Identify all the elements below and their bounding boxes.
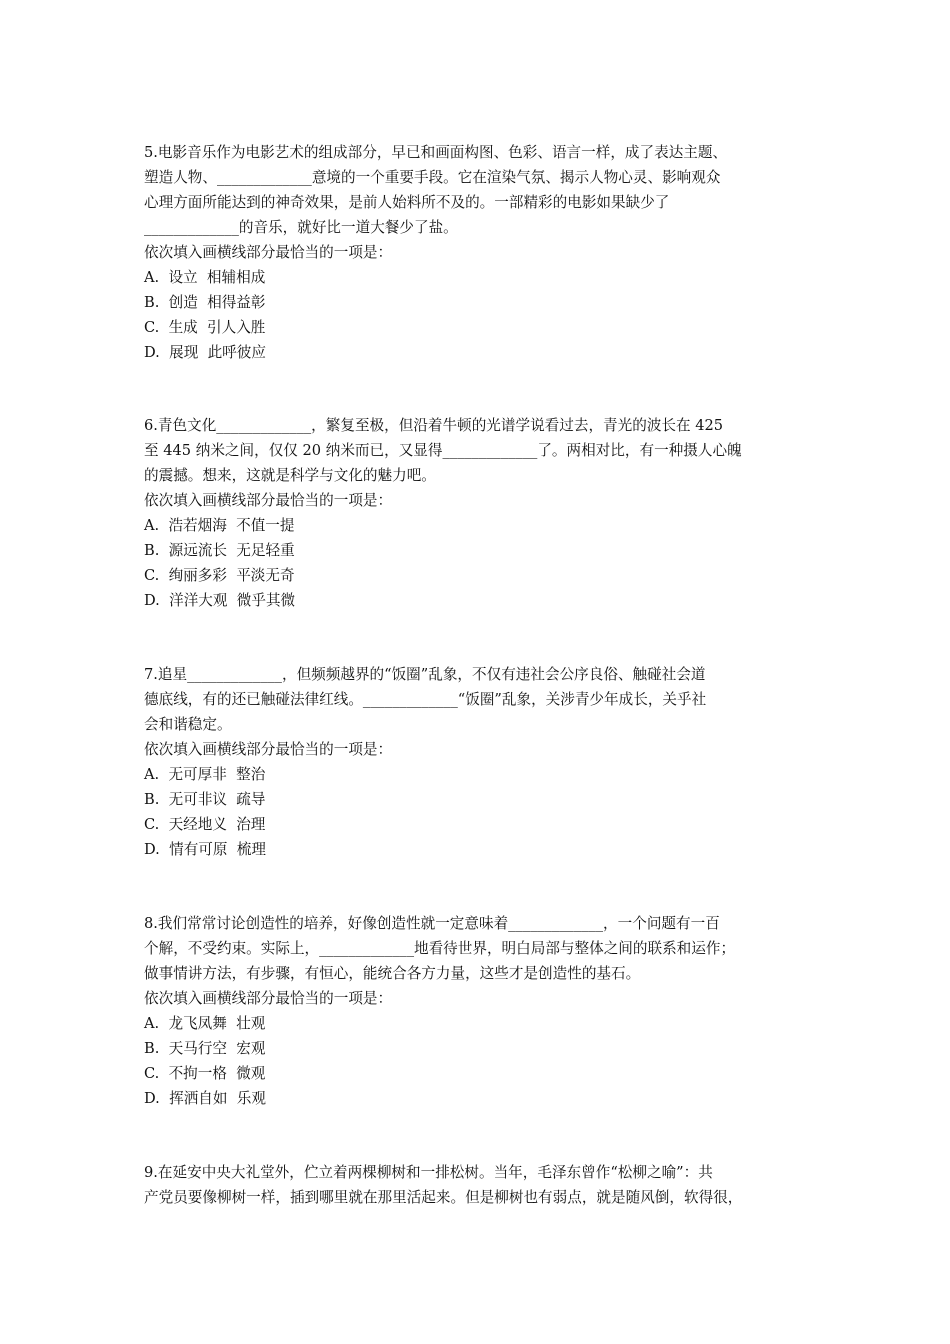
question-8-option-c: C. 不拘一格 微观 — [144, 1065, 266, 1082]
question-5-line: 5.电影音乐作为电影艺术的组成部分，早已和画面构图、色彩、语言一样，成了表达主题、 — [144, 144, 728, 161]
question-9 — [144, 1160, 812, 1210]
question-5-line: 塑造人物、_____________意境的一个重要手段。它在渲染气氛、揭示人物心灵、影响观众 — [144, 169, 721, 186]
question-6-option-c: C. 绚丽多彩 平淡无奇 — [144, 567, 295, 584]
question-5-option-d: D. 展现 此呼彼应 — [144, 344, 266, 361]
question-7-option-c: C. 天经地义 治理 — [144, 816, 266, 833]
question-7-line: 德底线，有的还已触碰法律红线。_____________“饭圈”乱象，关涉青少年成长，关乎社 — [144, 691, 707, 708]
question-6-line: 至 445 纳米之间，仅仅 20 纳米而已，又显得_____________了。两相对比，有一种摄人心魄 — [144, 442, 742, 459]
question-6-prompt: 依次填入画横线部分最恰当的一项是： — [144, 492, 393, 509]
question-8-option-d: D. 挥洒自如 乐观 — [144, 1090, 266, 1107]
question-5 — [144, 140, 812, 365]
question-6-line: 6.青色文化_____________，繁复至极，但沿着牛顿的光谱学说看过去，青光的波长在 425 — [144, 417, 724, 434]
question-5-line: _____________的音乐，就好比一道大餐少了盐。 — [144, 219, 458, 236]
question-5-prompt: 依次填入画横线部分最恰当的一项是： — [144, 244, 393, 261]
question-7-option-a: A. 无可厚非 整治 — [144, 766, 266, 783]
question-7-prompt: 依次填入画横线部分最恰当的一项是： — [144, 741, 393, 758]
question-8-line: 个解，不受约束。实际上，_____________地看待世界，明白局部与整体之间的联系和运作； — [144, 940, 736, 957]
question-5-option-b: B. 创造 相得益彰 — [144, 294, 266, 311]
question-9-line: 产党员要像柳树一样，插到哪里就在那里活起来。但是柳树也有弱点，就是随风倒，软得很， — [144, 1189, 743, 1206]
question-7-option-d: D. 情有可原 梳理 — [144, 841, 266, 858]
question-6 — [144, 413, 812, 613]
question-9-line: 9.在延安中央大礼堂外，伫立着两棵柳树和一排松树。当年，毛泽东曾作“松柳之喻”：共 — [144, 1164, 713, 1181]
question-7 — [144, 662, 812, 862]
question-8-option-a: A. 龙飞凤舞 壮观 — [144, 1015, 266, 1032]
question-8-option-b: B. 天马行空 宏观 — [144, 1040, 266, 1057]
question-7-option-b: B. 无可非议 疏导 — [144, 791, 266, 808]
question-7-line: 会和谐稳定。 — [144, 716, 232, 733]
question-8-prompt: 依次填入画横线部分最恰当的一项是： — [144, 990, 393, 1007]
question-8-line: 8.我们常常讨论创造性的培养，好像创造性就一定意味着_____________，一个问题有一百 — [144, 915, 720, 932]
question-5-option-c: C. 生成 引人入胜 — [144, 319, 266, 336]
question-6-option-a: A. 浩若烟海 不值一提 — [144, 517, 295, 534]
question-5-option-a: A. 设立 相辅相成 — [144, 269, 266, 286]
question-8 — [144, 911, 812, 1111]
question-7-line: 7.追星_____________，但频频越界的“饭圈”乱象，不仅有违社会公序良俗、触碰社会道 — [144, 666, 706, 683]
question-6-option-d: D. 洋洋大观 微乎其微 — [144, 592, 296, 609]
question-6-line: 的震撼。想来，这就是科学与文化的魅力吧。 — [144, 467, 436, 484]
question-6-option-b: B. 源远流长 无足轻重 — [144, 542, 295, 559]
question-8-line: 做事情讲方法，有步骤，有恒心，能统合各方力量，这些才是创造性的基石。 — [144, 965, 641, 982]
question-5-line: 心理方面所能达到的神奇效果，是前人始料所不及的。一部精彩的电影如果缺少了 — [144, 194, 670, 211]
